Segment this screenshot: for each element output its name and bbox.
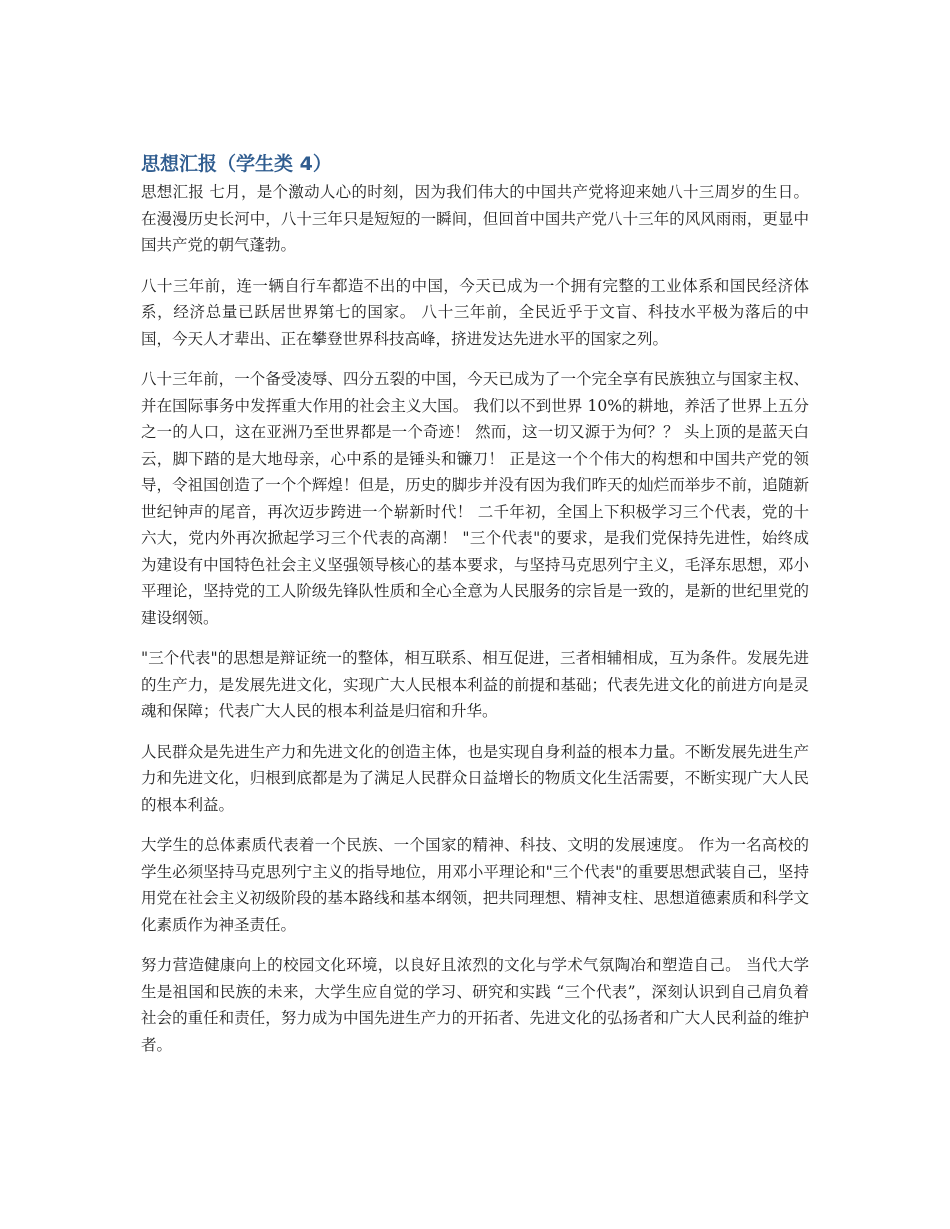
paragraph-3: 八十三年前，一个备受凌辱、四分五裂的中国，今天已成为了一个完全享有民族独立与国家主权、并在国际事务中发挥重大作用的社会主义大国。 我们以不到世界 10%的耕地，养活了世界上五分之一的人口，这在亚洲乃至世界都是一个奇迹！ 然而，这一切又源于为何？？ 头上顶的是蓝天白云，脚下踏的是大地母亲，心中系的是锤头和镰刀！ 正是这一个个伟大的构想和中国共产党的领导，令祖国创造了一个个辉煌！但是，历史的脚步并没有因为我们昨天的灿烂而举步不前，追随新世纪钟声的尾音，再次迈步跨进一个崭新时代！ 二千年初，全国上下积极学习三个代表，党的十六大，党内外再次掀起学习三个代表的高潮！ "三个代表"的要求，是我们党保持先进性，始终成为建设有中国特色社会主义坚强领导核心的基本要求，与坚持马克思列宁主义，毛泽东思想，邓小平理论，坚持党的工人阶级先锋队性质和全心全意为人民服务的宗旨是一致的，是新的世纪里党的建设纲领。: [141, 370, 809, 627]
paragraph-4: "三个代表"的思想是辩证统一的整体，相互联系、相互促进，三者相辅相成，互为条件。发展先进的生产力，是发展先进文化，实现广大人民根本利益的前提和基础；代表先进文化的前进方向是灵魂和保障；代表广大人民的根本利益是归宿和升华。: [141, 649, 809, 720]
paragraph-7: 努力营造健康向上的校园文化环境，以良好且浓烈的文化与学术气氛陶冶和塑造自己。 当代大学生是祖国和民族的未来，大学生应自觉的学习、研究和实践 “三个代表”，深刻认识到自己肩负着社会的重任和责任，努力成为中国先进生产力的开拓者、先进文化的弘扬者和广大人民利益的维护者。: [141, 956, 809, 1054]
paragraph-2: 八十三年前，连一辆自行车都造不出的中国，今天已成为一个拥有完整的工业体系和国民经济体系，经济总量已跃居世界第七的国家。 八十三年前，全民近乎于文盲、科技水平极为落后的中国，今天人才辈出、正在攀登世界科技高峰，挤进发达先进水平的国家之列。: [141, 276, 809, 348]
paragraph-6: 大学生的总体素质代表着一个民族、一个国家的精神、科技、文明的发展速度。 作为一名高校的学生必须坚持马克思列宁主义的指导地位，用邓小平理论和"三个代表"的重要思想武装自己，坚持用党在社会主义初级阶段的基本路线和基本纲领，把共同理想、精神支柱、思想道德素质和科学文化素质作为神圣责任。: [141, 836, 809, 934]
paragraph-5: 人民群众是先进生产力和先进文化的创造主体，也是实现自身利益的根本力量。不断发展先进生产力和先进文化，归根到底都是为了满足人民群众日益增长的物质文化生活需要，不断实现广大人民的根本利益。: [141, 742, 809, 814]
document-title: 思想汇报（学生类 4）: [141, 153, 332, 175]
document-page: [141, 149, 809, 1072]
paragraph-1: 思想汇报 七月，是个激动人心的时刻，因为我们伟大的中国共产党将迎来她八十三周岁的生日。在漫漫历史长河中，八十三年只是短短的一瞬间，但回首中国共产党八十三年的风风雨雨，更显中国共产党的朝气蓬勃。: [141, 183, 809, 254]
